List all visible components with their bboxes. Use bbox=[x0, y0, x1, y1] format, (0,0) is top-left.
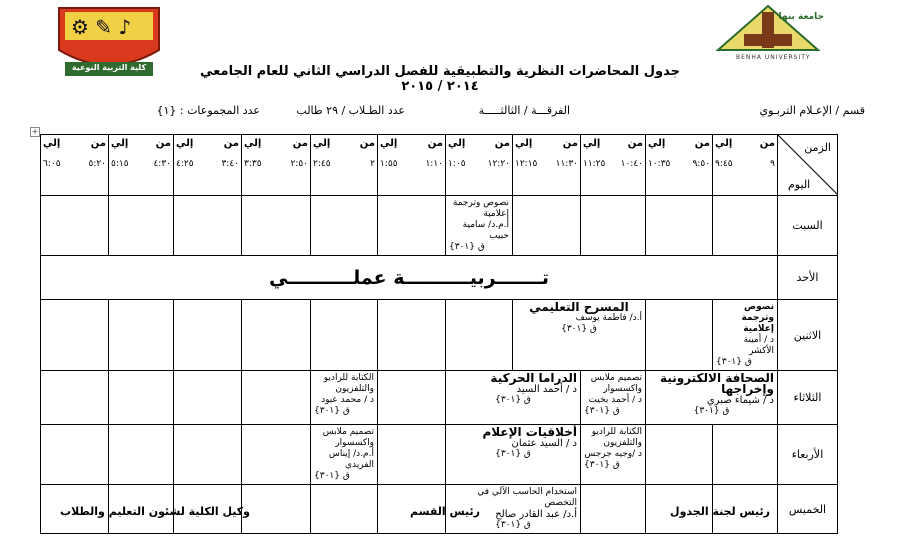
time-slot-5: من إلي ١٢:٢٠ ١:٠٥ bbox=[446, 135, 513, 196]
day-saturday: السبت bbox=[778, 196, 838, 256]
day-tuesday: الثلاثاء bbox=[778, 371, 838, 425]
table-move-handle[interactable]: + bbox=[31, 127, 39, 136]
header-row bbox=[41, 135, 838, 196]
row-monday bbox=[41, 300, 838, 371]
university-logo-subtext: BENHA UNIVERSITY bbox=[736, 54, 811, 61]
lecture-mon-texts: نصوص وترجمة إعلامية د / أمينة الأكشر ق {٣٠١} bbox=[713, 300, 778, 371]
lecture-tue-drama: الدراما الحركية د / أحمد السيد ق {٣٠١} bbox=[446, 371, 581, 425]
row-saturday bbox=[41, 196, 838, 256]
time-slot-6: من إلي ١:١٠ ١:٥٥ bbox=[378, 135, 446, 196]
year-label: الفرقـــة / الثالثـــــة bbox=[478, 104, 570, 117]
faculty-logo-text: كلية التربية النوعية bbox=[71, 63, 147, 72]
day-wednesday: الأربعاء bbox=[778, 425, 838, 485]
lecture-wed-costume: تصميم ملابس واكسسوار أ.م.د/ إيناس الفريدي ق {٣٠١} bbox=[311, 425, 378, 485]
lecture-thu-computer: استخدام الحاسب الآلي في التخصص أ.د/ عبد القادر صالح ق {٣٠١} bbox=[446, 485, 581, 534]
day-label: اليوم bbox=[788, 178, 811, 191]
time-slot-4: من إلي ١١:٣٠ ١٢:١٥ bbox=[513, 135, 581, 196]
svg-text:⚙ ✎ ♪: ⚙ ✎ ♪ bbox=[71, 15, 132, 39]
row-wednesday bbox=[41, 425, 838, 485]
timetable bbox=[40, 134, 838, 534]
day-sunday: الأحد bbox=[778, 256, 838, 300]
day-monday: الاثنين bbox=[778, 300, 838, 371]
time-slot-11: من إلي ٥:٢٠ ٦:٠٥ bbox=[41, 135, 109, 196]
time-slot-10: من إلي ٤:٣٠ ٥:١٥ bbox=[109, 135, 174, 196]
department-label: قسم / الإعـلام التربـوي bbox=[759, 104, 865, 117]
time-slot-7: من إلي ٢ ٢:٤٥ bbox=[311, 135, 378, 196]
lecture-wed-radio: الكتابة للراديو والتلفزيون د /وجيه جرجس ق {٣٠١} bbox=[581, 425, 646, 485]
time-label: الزمن bbox=[804, 141, 831, 154]
university-logo-text: جامعة بنها bbox=[778, 12, 824, 22]
day-thursday: الخميس bbox=[778, 485, 838, 534]
university-logo bbox=[708, 2, 828, 70]
lecture-tue-costume: تصميم ملابس واكسسوار د / أحمد بخيت ق {٣٠١} bbox=[581, 371, 646, 425]
row-tuesday bbox=[41, 371, 838, 425]
page-title: جدول المحاضرات النظرية والتطبيقية للفصل الدراسي الثاني للعام الجامعي ٢٠١٤ / ٢٠١٥ bbox=[200, 64, 680, 94]
lecture-wed-ethics: أخلاقيات الإعلام د / السيد عثمان ق {٣٠١} bbox=[446, 425, 581, 485]
signature-committee: رئيس لجنة الجدول bbox=[670, 505, 770, 518]
corner-cell bbox=[778, 135, 838, 196]
groups-count: عدد المجموعات : {١} bbox=[156, 104, 260, 117]
signature-head: رئيس القسم bbox=[410, 505, 480, 518]
lecture-tue-press: الصحافة الالكترونية وإخراجها د / شيماء صبري ق {٣٠١} bbox=[646, 371, 778, 425]
practical-training: تـــــــربيــــــــــة عملــــــــــي bbox=[41, 256, 778, 300]
time-slot-8: من إلي ٢:٥٠ ٣:٣٥ bbox=[242, 135, 311, 196]
row-sunday bbox=[41, 256, 838, 300]
students-count: عدد الطـلاب / ٢٩ طالب bbox=[296, 104, 405, 117]
faculty-logo bbox=[55, 2, 163, 80]
signature-vice-dean: وكيل الكلية لشئون التعليم والطلاب bbox=[60, 505, 250, 518]
lecture-tue-radio: الكتابة للراديو والتلفزيون د / محمد عبود ق {٣٠١} bbox=[311, 371, 378, 425]
time-slot-9: من إلي ٣:٤٠ ٤:٢٥ bbox=[174, 135, 242, 196]
time-slot-1: من إلي ٩ ٩:٤٥ bbox=[713, 135, 778, 196]
lecture-mon-theatre: المسرح التعليمي أ.د/ فاطمة يوسف ق {٣٠١} bbox=[513, 300, 646, 371]
lecture-sat-texts: نصوص وترجمة إعلامية أ.م.د/ سامية حبيب ق {٣٠١} bbox=[446, 196, 513, 256]
time-slot-3: من إلي ١٠:٤٠ ١١:٢٥ bbox=[581, 135, 646, 196]
time-slot-2: من إلي ٩:٥٠ ١٠:٣٥ bbox=[646, 135, 713, 196]
